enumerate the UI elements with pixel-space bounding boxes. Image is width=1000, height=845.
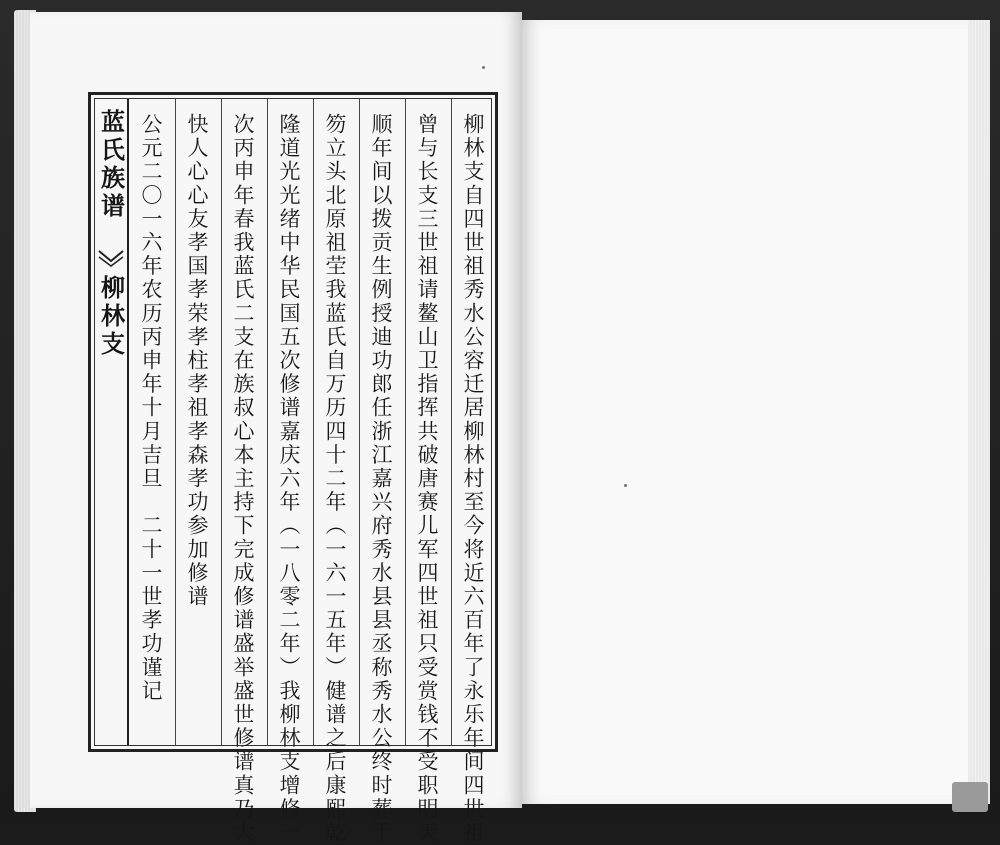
text-column-1: 柳林支自四世祖秀水公容迁居柳林村至今将近六百年了永乐年间四世祖	[461, 113, 485, 845]
text-frame-inner	[94, 98, 492, 845]
column-rule	[405, 99, 406, 745]
text-column-2: 曾与长支三世祖请鳌山卫指挥共破唐赛儿军四世祖只受赏钱不受职明天	[415, 113, 439, 845]
paper-speck	[624, 484, 627, 487]
text-column-7: 快人心心友孝国孝荣孝柱孝祖孝森孝功参加修谱	[185, 113, 209, 609]
right-page-blank	[522, 20, 988, 804]
text-column-8-signature: 公元二〇一六年农历丙申年十月吉旦 二十一世孝功谨记	[139, 113, 163, 703]
spine-column	[95, 99, 129, 745]
binding-clip	[952, 782, 988, 812]
column-rule	[221, 99, 222, 745]
column-rule	[451, 99, 452, 745]
text-column-4: 笏立头北原祖茔我蓝氏自万历四十二年（一六一五年）健谱之后康熙乾	[323, 113, 347, 845]
text-frame	[88, 92, 498, 845]
branch-name: 柳林支	[96, 275, 126, 359]
column-rule	[359, 99, 360, 745]
right-page-edge	[968, 20, 990, 804]
text-column-3: 顺年间以拨贡生例授迪功郎任浙江嘉兴府秀水县县丞称秀水公终时葬于	[369, 113, 393, 845]
text-column-6: 次丙申年春我蓝氏二支在族叔心本主持下完成修谱盛举盛世修谱真乃大	[231, 113, 255, 845]
column-rule	[175, 99, 176, 745]
paper-speck	[482, 66, 485, 69]
genealogy-title: 蓝氏族谱	[96, 109, 126, 221]
fish-tail-ornament	[97, 249, 125, 267]
column-rule	[313, 99, 314, 745]
column-rule	[267, 99, 268, 745]
text-column-5: 隆道光光绪中华民国五次修谱嘉庆六年（一八零二年）我柳林支增修一	[277, 113, 301, 845]
